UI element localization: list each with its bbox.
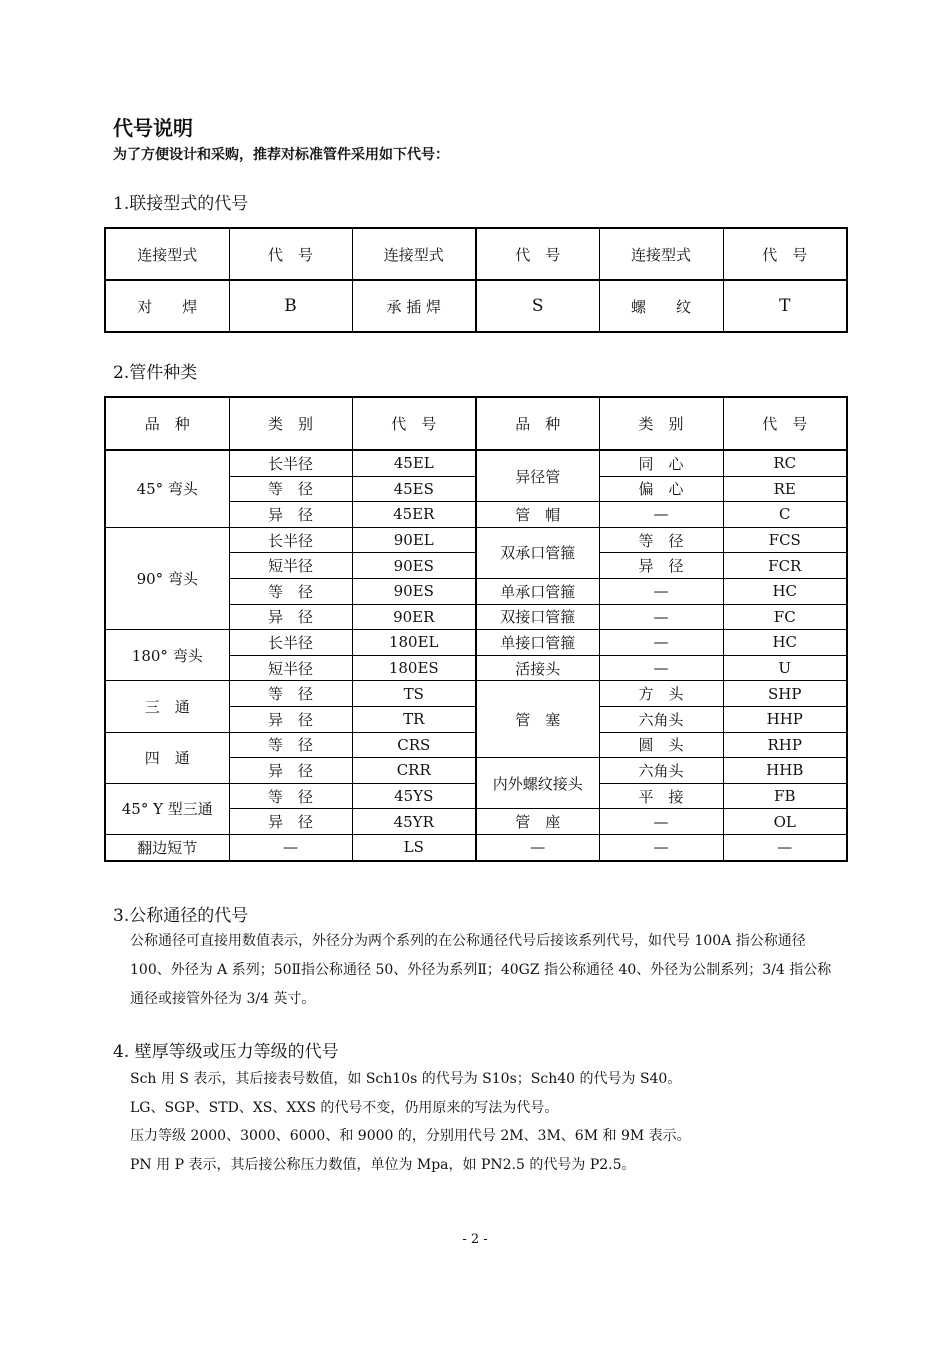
table-cell: 短半径 xyxy=(229,655,352,681)
table-cell: 等 径 xyxy=(229,681,352,707)
table-cell: 长半径 xyxy=(229,630,352,656)
table-cell: 长半径 xyxy=(229,527,352,553)
table-cell: — xyxy=(599,834,723,860)
section-4-line: 压力等级 2000、3000、6000、和 9000 的，分别用代号 2M、3M、6M 和 9M 表示。 xyxy=(130,1128,691,1144)
group-cell: 异径管 xyxy=(476,450,599,502)
table-header-cell: 代 号 xyxy=(723,228,847,280)
table-cell: B xyxy=(229,280,352,332)
group-cell: 三 通 xyxy=(105,681,229,732)
table-cell: RE xyxy=(723,476,847,502)
table-header-cell: 类 别 xyxy=(599,397,723,450)
connection-type-table xyxy=(104,227,848,333)
table-cell: 45EL xyxy=(352,450,476,476)
table-cell: FCS xyxy=(723,527,847,553)
table-cell: — xyxy=(229,834,352,860)
page-number: - 2 - xyxy=(462,1232,488,1247)
table-cell: FB xyxy=(723,783,847,809)
table-cell: 等 径 xyxy=(229,476,352,502)
table-cell: 承 插 焊 xyxy=(352,280,476,332)
page-title: 代号说明 xyxy=(113,116,193,140)
group-cell: 45° Y 型三通 xyxy=(105,783,229,834)
table-cell: — xyxy=(599,630,723,656)
section-4-heading: 4. 壁厚等级或压力等级的代号 xyxy=(113,1042,339,1062)
section-4-line: LG、SGP、STD、XS、XXS 的代号不变，仍用原来的写法为代号。 xyxy=(130,1100,559,1116)
table-cell: — xyxy=(599,604,723,630)
table-cell: 45ER xyxy=(352,502,476,528)
table-header-cell: 代 号 xyxy=(229,228,352,280)
group-cell: 内外螺纹接头 xyxy=(476,758,599,809)
table-cell: 90ES xyxy=(352,578,476,604)
table-cell: 90ES xyxy=(352,553,476,579)
table-cell: RHP xyxy=(723,732,847,758)
table-cell: 异 径 xyxy=(229,809,352,835)
table-cell: CRR xyxy=(352,758,476,784)
group-cell: 活接头 xyxy=(476,655,599,681)
table-cell: — xyxy=(599,578,723,604)
table-cell: TS xyxy=(352,681,476,707)
table-cell: 方 头 xyxy=(599,681,723,707)
table-cell: T xyxy=(723,280,847,332)
group-cell: 180° 弯头 xyxy=(105,630,229,681)
table-cell: 异 径 xyxy=(229,706,352,732)
table-cell: 平 接 xyxy=(599,783,723,809)
table-cell: 等 径 xyxy=(599,527,723,553)
table-cell: 90ER xyxy=(352,604,476,630)
table-cell: U xyxy=(723,655,847,681)
group-cell: 双接口管箍 xyxy=(476,604,599,630)
table-header-cell: 品 种 xyxy=(105,397,229,450)
table-cell: HC xyxy=(723,630,847,656)
table-cell: 异 径 xyxy=(229,604,352,630)
table-cell: 对 焊 xyxy=(105,280,229,332)
table-cell: 45YR xyxy=(352,809,476,835)
table-cell: 等 径 xyxy=(229,783,352,809)
table-cell: C xyxy=(723,502,847,528)
table-cell: LS xyxy=(352,834,476,860)
group-cell: 四 通 xyxy=(105,732,229,783)
group-cell: 双承口管箍 xyxy=(476,527,599,578)
group-cell: 单接口管箍 xyxy=(476,630,599,656)
table-cell: — xyxy=(599,809,723,835)
table-cell: — xyxy=(599,655,723,681)
section-3-paragraph: 公称通径可直接用数值表示，外径分为两个系列的在公称通径代号后接该系列代号，如代号 100A 指公称通径 100、外径为 A 系列；50Ⅱ指公称通径 50、外径为系列Ⅱ；40GZ 指公称通径 40、外径为公制系列；3/4 指公称通径或接管外径为 3/4 英寸。 xyxy=(130,933,832,1007)
table-cell: 90EL xyxy=(352,527,476,553)
table-cell: HC xyxy=(723,578,847,604)
table-cell: TR xyxy=(352,706,476,732)
table-header-cell: 代 号 xyxy=(723,397,847,450)
table-cell: S xyxy=(476,280,599,332)
table-header-cell: 代 号 xyxy=(476,228,599,280)
table-cell: 螺 纹 xyxy=(599,280,723,332)
table-cell: 异 径 xyxy=(229,502,352,528)
table-cell: 圆 头 xyxy=(599,732,723,758)
table-cell: SHP xyxy=(723,681,847,707)
table-cell: 六角头 xyxy=(599,706,723,732)
table-header-cell: 代 号 xyxy=(352,397,476,450)
fitting-type-table xyxy=(104,396,848,862)
table-cell: 180EL xyxy=(352,630,476,656)
table-cell: 偏 心 xyxy=(599,476,723,502)
table-cell: 等 径 xyxy=(229,732,352,758)
section-1-heading: 1.联接型式的代号 xyxy=(113,194,249,214)
group-cell: 管 塞 xyxy=(476,681,599,758)
table-cell: HHB xyxy=(723,758,847,784)
table-cell: 45YS xyxy=(352,783,476,809)
group-cell: 90° 弯头 xyxy=(105,527,229,629)
table-header-cell: 品 种 xyxy=(476,397,599,450)
section-2-heading: 2.管件种类 xyxy=(113,363,198,383)
table-cell: 异 径 xyxy=(229,758,352,784)
table-cell: 短半径 xyxy=(229,553,352,579)
table-cell: OL xyxy=(723,809,847,835)
table-cell: 长半径 xyxy=(229,450,352,476)
group-cell: 单承口管箍 xyxy=(476,578,599,604)
table-cell: CRS xyxy=(352,732,476,758)
table-cell: 六角头 xyxy=(599,758,723,784)
section-4-line: Sch 用 S 表示，其后接表号数值，如 Sch10s 的代号为 S10s；Sch40 的代号为 S40。 xyxy=(130,1071,682,1087)
table-cell: HHP xyxy=(723,706,847,732)
table-cell: 同 心 xyxy=(599,450,723,476)
section-3-heading: 3.公称通径的代号 xyxy=(113,906,249,926)
group-cell: 管 帽 xyxy=(476,502,599,528)
table-cell: FCR xyxy=(723,553,847,579)
table-cell: — xyxy=(723,834,847,860)
page-subtitle: 为了方便设计和采购，推荐对标准管件采用如下代号： xyxy=(113,147,449,163)
table-header-cell: 连接型式 xyxy=(105,228,229,280)
table-cell: 异 径 xyxy=(599,553,723,579)
group-cell: — xyxy=(476,834,599,860)
table-cell: 180ES xyxy=(352,655,476,681)
table-header-cell: 类 别 xyxy=(229,397,352,450)
table-cell: RC xyxy=(723,450,847,476)
table-cell: 等 径 xyxy=(229,578,352,604)
table-cell: FC xyxy=(723,604,847,630)
table-cell: 45ES xyxy=(352,476,476,502)
table-header-cell: 连接型式 xyxy=(599,228,723,280)
group-cell: 45° 弯头 xyxy=(105,450,229,527)
section-4-line: PN 用 P 表示，其后接公称压力数值，单位为 Mpa，如 PN2.5 的代号为 P2.5。 xyxy=(130,1157,636,1173)
table-header-cell: 连接型式 xyxy=(352,228,476,280)
group-cell: 翻边短节 xyxy=(105,834,229,860)
table-cell: — xyxy=(599,502,723,528)
group-cell: 管 座 xyxy=(476,809,599,835)
